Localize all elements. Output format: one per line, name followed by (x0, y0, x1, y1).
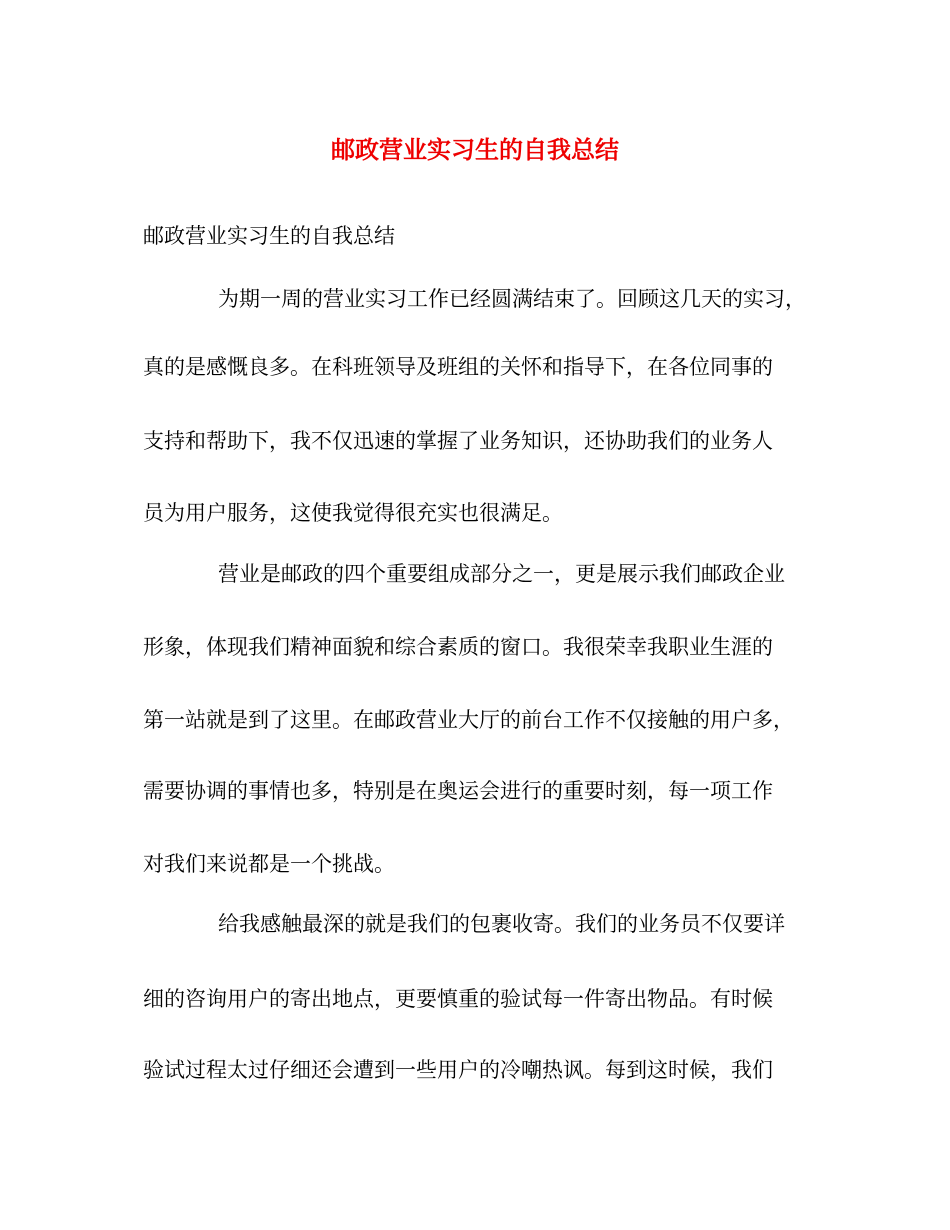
paragraph-3-line-3: 验试过程太过仔细还会遭到一些用户的冷嘲热讽。每到这时候，我们 (143, 1058, 773, 1082)
paragraph-2-line-2: 形象，体现我们精神面貌和综合素质的窗口。我很荣幸我职业生涯的 (143, 635, 773, 659)
paragraph-3-line-1: 给我感触最深的就是我们的包裹收寄。我们的业务员不仅要详 (218, 912, 785, 936)
document-subtitle: 邮政营业实习生的自我总结 (143, 224, 395, 248)
paragraph-2-line-1: 营业是邮政的四个重要组成部分之一，更是展示我们邮政企业 (218, 562, 785, 586)
paragraph-2-line-4: 需要协调的事情也多，特别是在奥运会进行的重要时刻，每一项工作 (143, 779, 773, 803)
paragraph-1-line-4: 员为用户服务，这使我觉得很充实也很满足。 (143, 501, 563, 525)
document-title: 邮政营业实习生的自我总结 (331, 135, 619, 164)
paragraph-1-line-2: 真的是感慨良多。在科班领导及班组的关怀和指导下，在各位同事的 (143, 355, 773, 379)
paragraph-3-line-2: 细的咨询用户的寄出地点，更要慎重的验试每一件寄出物品。有时候 (143, 987, 773, 1011)
paragraph-2-line-5: 对我们来说都是一个挑战。 (143, 852, 395, 876)
paragraph-1-line-3: 支持和帮助下，我不仅迅速的掌握了业务知识，还协助我们的业务人 (143, 429, 773, 453)
paragraph-2-line-3: 第一站就是到了这里。在邮政营业大厅的前台工作不仅接触的用户多， (143, 708, 794, 732)
paragraph-1-line-1: 为期一周的营业实习工作已经圆满结束了。回顾这几天的实习， (218, 287, 806, 311)
